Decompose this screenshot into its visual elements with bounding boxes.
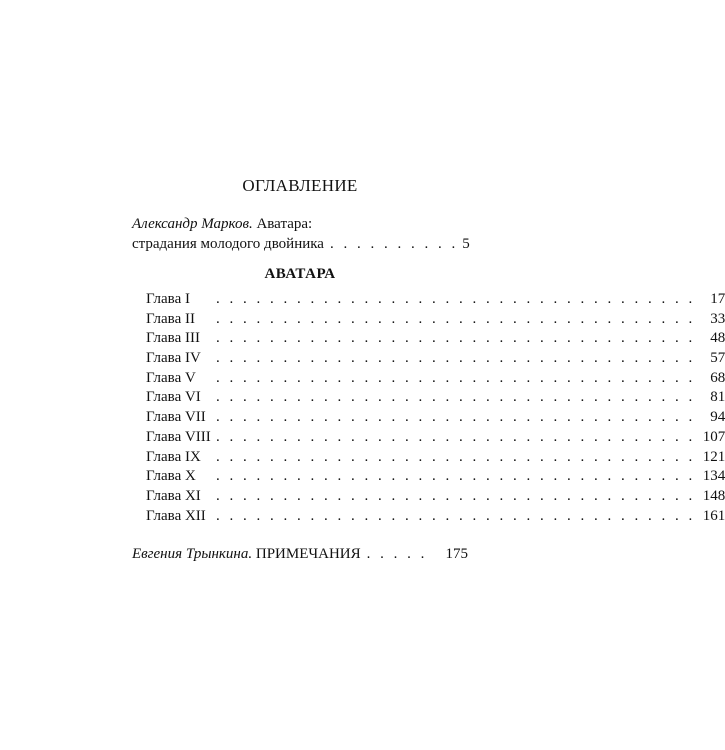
page-number: 48: [710, 330, 725, 347]
page-number: 107: [702, 428, 725, 445]
chapter-label: Глава II: [146, 310, 195, 327]
chapter-label: Глава I: [146, 291, 190, 307]
chapter-label: Глава X: [146, 468, 196, 485]
chapter-label: Глава V: [146, 369, 196, 386]
intro-second-line: [132, 234, 468, 254]
chapter-list: [146, 290, 725, 526]
chapter-label: Глава IX: [146, 448, 201, 465]
leader-dots: . . . . . . . . . . . . . . . . . . . . . . . . . . . . . . . . . . . .: [216, 350, 696, 367]
chapter-label: Глава III: [146, 330, 200, 347]
page-number: 121: [702, 448, 725, 465]
notes-label: [132, 544, 361, 564]
page-number: 17: [710, 291, 725, 307]
section-title: АВАТАРА: [264, 266, 336, 282]
toc-title: ОГЛАВЛЕНИЕ: [242, 176, 358, 195]
page-number: 94: [710, 409, 725, 426]
chapter-entry[interactable]: [146, 388, 725, 408]
toc-entry-notes[interactable]: [132, 544, 468, 564]
leader-dots: . . . . . . . . . . . . . . . . . . . . . . . . . . . . . . . . . . . .: [216, 330, 696, 347]
page-number: 81: [710, 389, 725, 406]
intro-first-line: [132, 214, 468, 234]
toc-entry-intro[interactable]: [132, 214, 468, 254]
page-number: 175: [445, 546, 468, 562]
page-number: 134: [702, 468, 725, 485]
leader-dots: . . . . . . . . . . . . . . . . . . . . . . . . . . . . . . . . . . . .: [216, 291, 696, 307]
chapter-entry[interactable]: [146, 408, 725, 428]
leader-dots: . . . . . . . . . . . . . . . . . . . . . . . . . . . . . . . . . . . .: [216, 409, 696, 426]
chapter-label: Глава IV: [146, 350, 201, 367]
notes-title: ПРИМЕЧАНИЯ: [255, 546, 361, 562]
leader-dots: . . . . . . . . . .: [329, 236, 459, 252]
page-number: 68: [710, 369, 725, 386]
chapter-entry[interactable]: [146, 329, 725, 349]
notes-author: Евгения Трынкина.: [132, 546, 253, 562]
chapter-entry[interactable]: [146, 310, 725, 330]
chapter-label: Глава VIII: [146, 428, 211, 445]
leader-dots: . . . . . . . . . . . . . . . . . . . . . . . . . . . . . . . . . . . .: [216, 487, 696, 504]
leader-dots: . . . . . . . . . . . . . . . . . . . . . . . . . . . . . . . . . . . .: [216, 310, 696, 327]
leader-dots: . . . . . . . . . . . . . . . . . . . . . . . . . . . . . . . . . . . .: [216, 468, 696, 485]
chapter-label: Глава XII: [146, 507, 206, 524]
chapter-entry[interactable]: [146, 349, 725, 369]
chapter-entry[interactable]: [146, 487, 725, 507]
page-number: 57: [710, 350, 725, 367]
page-number: 33: [710, 310, 725, 327]
intro-author: Александр Марков.: [132, 216, 253, 232]
leader-dots: . . . . . . . . . . . . . . . . . . . . . . . . . . . . . . . . . . . .: [216, 428, 696, 445]
leader-dots: . . . . . . . . . . . . . . . . . . . . . . . . . . . . . . . . . . . .: [216, 448, 696, 465]
chapter-entry[interactable]: [146, 290, 725, 310]
leader-dots: . . . . . . . . . . . . . . . . . . . . . . . . . . . . . . . . . . . .: [216, 389, 696, 406]
page-number: 161: [702, 507, 725, 524]
intro-title-line2: страдания молодого двойника: [132, 236, 324, 252]
chapter-label: Глава XI: [146, 487, 201, 504]
leader-dots: . . . . . . . . . . . . . . . . . . . . . . . . . . . . . . . . . . . .: [216, 369, 696, 386]
chapter-entry[interactable]: [146, 448, 725, 468]
chapter-entry[interactable]: [146, 467, 725, 487]
intro-title-line1: Аватара:: [256, 216, 313, 232]
chapter-entry[interactable]: [146, 369, 725, 389]
chapter-entry[interactable]: [146, 428, 725, 448]
chapter-label: Глава VII: [146, 409, 206, 426]
page-number: 148: [702, 487, 725, 504]
chapter-label: Глава VI: [146, 389, 201, 406]
chapter-entry[interactable]: [146, 507, 725, 527]
page-number: 5: [462, 236, 470, 252]
leader-dots: . . . . . . . . . . . . . . . . . . . . . . . . . . . . . . . . . . . .: [216, 507, 696, 524]
notes-line: [132, 544, 468, 564]
leader-dots: . . . . .: [366, 546, 428, 562]
